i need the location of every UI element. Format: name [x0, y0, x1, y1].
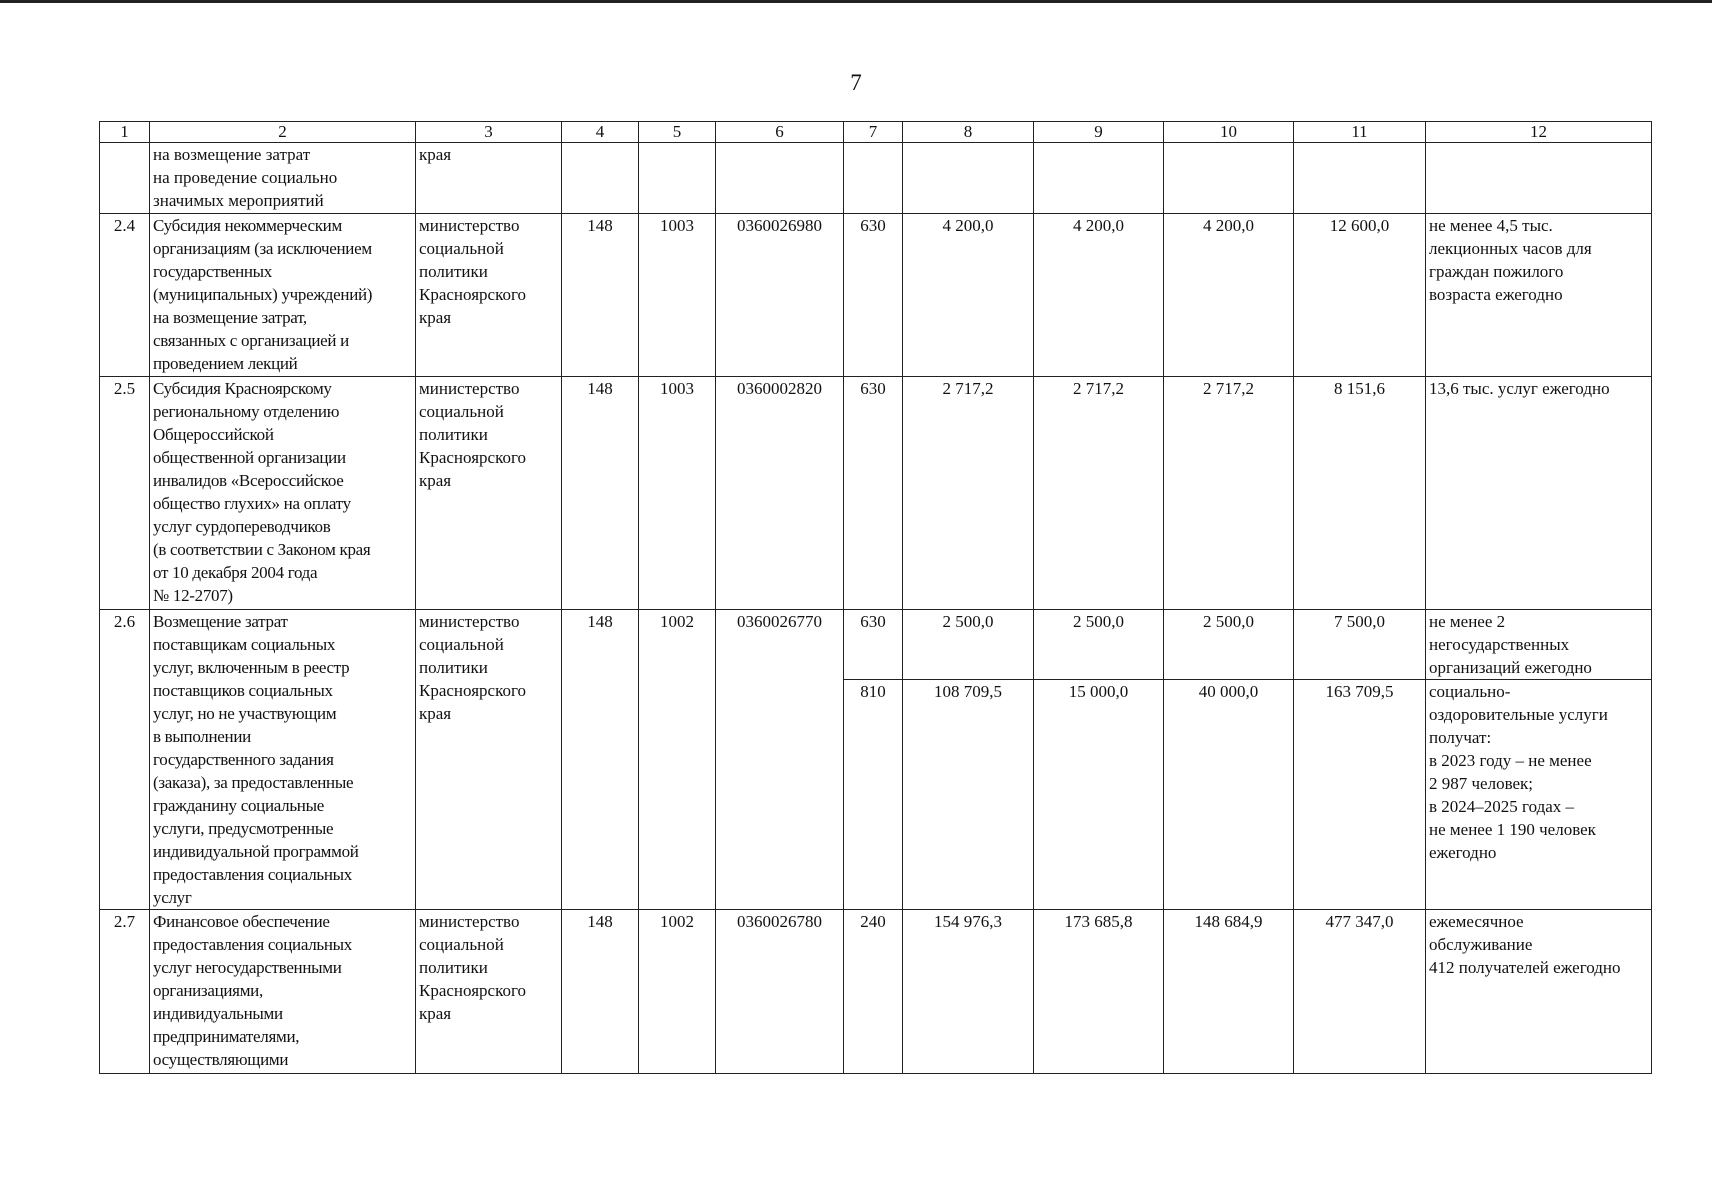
text-line: услуги, предусмотренные [153, 819, 334, 838]
vr-cell: 630 [844, 610, 903, 680]
rzpr-cell: 1002 [639, 610, 716, 910]
total-cell: 12 600,0 [1294, 214, 1426, 377]
text-line: в выполнении [153, 727, 251, 746]
text-line: предоставления социальных [153, 865, 353, 884]
text-line: Финансовое обеспечение [153, 912, 330, 931]
vr-cell: 240 [844, 910, 903, 1074]
year-2024-cell: 15 000,0 [1034, 680, 1164, 910]
text-line: Субсидия Красноярскому [153, 379, 332, 398]
text-line: услуг негосударственными [153, 958, 342, 977]
text-line: оздоровительные услуги [1429, 705, 1608, 724]
text-line: поставщикам социальных [153, 635, 336, 654]
total-cell: 7 500,0 [1294, 610, 1426, 680]
ministry-cell [416, 610, 562, 910]
program-activities-table [99, 121, 1652, 1074]
text-line: социальной [419, 402, 504, 421]
grbs-cell: 148 [562, 377, 639, 610]
ministry-cell [416, 143, 562, 214]
text-line: политики [419, 262, 488, 281]
top-border [0, 0, 1712, 3]
text-line: 2 987 человек; [1429, 774, 1534, 793]
text-line: не менее 4,5 тыс. [1429, 216, 1553, 235]
csr-cell: 0360026770 [716, 610, 844, 910]
csr-cell: 0360002820 [716, 377, 844, 610]
text-line: края [419, 471, 452, 490]
year-2024-cell: 2 500,0 [1034, 610, 1164, 680]
text-line: края [419, 308, 452, 327]
ministry-cell [416, 377, 562, 610]
year-2023-cell: 4 200,0 [903, 214, 1034, 377]
row-number-cell [100, 143, 150, 214]
year-2023-cell: 2 717,2 [903, 377, 1034, 610]
text-line: Субсидия некоммерческим [153, 216, 342, 235]
text-line: негосударственных [1429, 635, 1570, 654]
text-line: (заказа), за предоставленные [153, 773, 354, 792]
text-line: министерство [419, 612, 520, 631]
text-line: политики [419, 425, 488, 444]
column-number: 8 [903, 122, 1034, 143]
text-line: от 10 декабря 2004 года [153, 563, 318, 582]
column-number: 1 [100, 122, 150, 143]
table-row [100, 214, 1652, 377]
text-line: связанных с организацией и [153, 331, 349, 350]
row-number-cell: 2.6 [100, 610, 150, 910]
description-cell [150, 214, 416, 377]
text-line: социальной [419, 635, 504, 654]
text-line: 13,6 тыс. услуг ежегодно [1429, 379, 1610, 398]
column-number: 2 [150, 122, 416, 143]
text-line: края [419, 704, 452, 723]
vr-cell: 630 [844, 377, 903, 610]
text-line: инвалидов «Всероссийское [153, 471, 344, 490]
text-line: услуг, включенным в реестр [153, 658, 350, 677]
text-line: не менее 2 [1429, 612, 1506, 631]
column-number: 4 [562, 122, 639, 143]
text-line: ежегодно [1429, 843, 1497, 862]
year-2025-cell: 2 500,0 [1164, 610, 1294, 680]
table-row-continuation [100, 143, 1652, 214]
text-line: проведением лекций [153, 354, 298, 373]
text-line: 412 получателей ежегодно [1429, 958, 1621, 977]
text-line: Красноярского [419, 981, 527, 1000]
text-line: министерство [419, 912, 520, 931]
text-line: лекционных часов для [1429, 239, 1592, 258]
grbs-cell: 148 [562, 610, 639, 910]
text-line: обслуживание [1429, 935, 1533, 954]
column-number: 10 [1164, 122, 1294, 143]
year-2024-cell: 2 717,2 [1034, 377, 1164, 610]
text-line: ежемесячное [1429, 912, 1524, 931]
column-number-row [100, 122, 1652, 143]
text-line: услуг, но не участвующим [153, 704, 337, 723]
rzpr-cell: 1003 [639, 214, 716, 377]
column-number: 9 [1034, 122, 1164, 143]
text-line: не менее 1 190 человек [1429, 820, 1596, 839]
text-line: организаций ежегодно [1429, 658, 1592, 677]
year-2024-cell: 4 200,0 [1034, 214, 1164, 377]
year-2023-cell: 154 976,3 [903, 910, 1034, 1074]
text-line: социально- [1429, 682, 1511, 701]
text-line: в 2024–2025 годах – [1429, 797, 1575, 816]
text-line: гражданину социальные [153, 796, 324, 815]
result-cell [1426, 610, 1652, 680]
vr-cell: 630 [844, 214, 903, 377]
result-cell [1426, 377, 1652, 610]
rzpr-cell: 1002 [639, 910, 716, 1074]
text-line: организациями, [153, 981, 263, 1000]
year-2024-cell: 173 685,8 [1034, 910, 1164, 1074]
text-line: социальной [419, 239, 504, 258]
column-number: 3 [416, 122, 562, 143]
year-2025-cell: 148 684,9 [1164, 910, 1294, 1074]
text-line: организациям (за исключением [153, 239, 372, 258]
text-line: на возмещение затрат [153, 145, 311, 164]
text-line: услуг [153, 888, 192, 907]
text-line: значимых мероприятий [153, 191, 324, 210]
text-line: индивидуальной программой [153, 842, 359, 861]
column-number: 11 [1294, 122, 1426, 143]
ministry-cell [416, 910, 562, 1074]
text-line: (муниципальных) учреждений) [153, 285, 373, 304]
row-number-cell: 2.5 [100, 377, 150, 610]
description-cell [150, 610, 416, 910]
csr-cell: 0360026780 [716, 910, 844, 1074]
description-cell [150, 143, 416, 214]
text-line: предоставления социальных [153, 935, 353, 954]
text-line: предпринимателями, [153, 1027, 300, 1046]
table-row [100, 377, 1652, 610]
text-line: на проведение социально [153, 168, 338, 187]
text-line: услуг сурдопереводчиков [153, 517, 331, 536]
ministry-cell [416, 214, 562, 377]
column-number: 5 [639, 122, 716, 143]
text-line: получат: [1429, 728, 1492, 747]
text-line: общество глухих» на оплату [153, 494, 351, 513]
text-line: возраста ежегодно [1429, 285, 1563, 304]
year-2023-cell: 2 500,0 [903, 610, 1034, 680]
vr-cell: 810 [844, 680, 903, 910]
text-line: Возмещение затрат [153, 612, 288, 631]
text-line: политики [419, 958, 488, 977]
table-row [100, 610, 1652, 680]
text-line: Красноярского [419, 448, 527, 467]
rzpr-cell: 1003 [639, 377, 716, 610]
grbs-cell: 148 [562, 910, 639, 1074]
year-2023-cell: 108 709,5 [903, 680, 1034, 910]
total-cell: 8 151,6 [1294, 377, 1426, 610]
year-2025-cell: 2 717,2 [1164, 377, 1294, 610]
grbs-cell: 148 [562, 214, 639, 377]
text-line: государственного задания [153, 750, 334, 769]
text-line: (в соответствии с Законом края [153, 540, 371, 559]
text-line: Красноярского [419, 285, 527, 304]
text-line: на возмещение затрат, [153, 308, 307, 327]
column-number: 12 [1426, 122, 1652, 143]
text-line: № 12-2707) [153, 586, 233, 605]
text-line: индивидуальными [153, 1004, 283, 1023]
total-cell: 477 347,0 [1294, 910, 1426, 1074]
description-cell [150, 377, 416, 610]
column-number: 7 [844, 122, 903, 143]
text-line: министерство [419, 379, 520, 398]
row-number-cell: 2.4 [100, 214, 150, 377]
result-cell [1426, 680, 1652, 910]
text-line: граждан пожилого [1429, 262, 1564, 281]
text-line: политики [419, 658, 488, 677]
text-line: государственных [153, 262, 272, 281]
text-line: края [419, 1004, 452, 1023]
csr-cell: 0360026980 [716, 214, 844, 377]
description-cell [150, 910, 416, 1074]
column-number: 6 [716, 122, 844, 143]
result-cell [1426, 910, 1652, 1074]
result-cell [1426, 214, 1652, 377]
text-line: поставщиков социальных [153, 681, 333, 700]
text-line: министерство [419, 216, 520, 235]
year-2025-cell: 4 200,0 [1164, 214, 1294, 377]
year-2025-cell: 40 000,0 [1164, 680, 1294, 910]
text-line: в 2023 году – не менее [1429, 751, 1592, 770]
text-line: Общероссийской [153, 425, 274, 444]
row-number-cell: 2.7 [100, 910, 150, 1074]
text-line: Красноярского [419, 681, 527, 700]
page-number: 7 [850, 70, 862, 95]
text-line: региональному отделению [153, 402, 340, 421]
text-line: осуществляющими [153, 1050, 289, 1069]
text-line: общественной организации [153, 448, 346, 467]
table-row [100, 910, 1652, 1074]
text-line: края [419, 145, 452, 164]
text-line: социальной [419, 935, 504, 954]
total-cell: 163 709,5 [1294, 680, 1426, 910]
